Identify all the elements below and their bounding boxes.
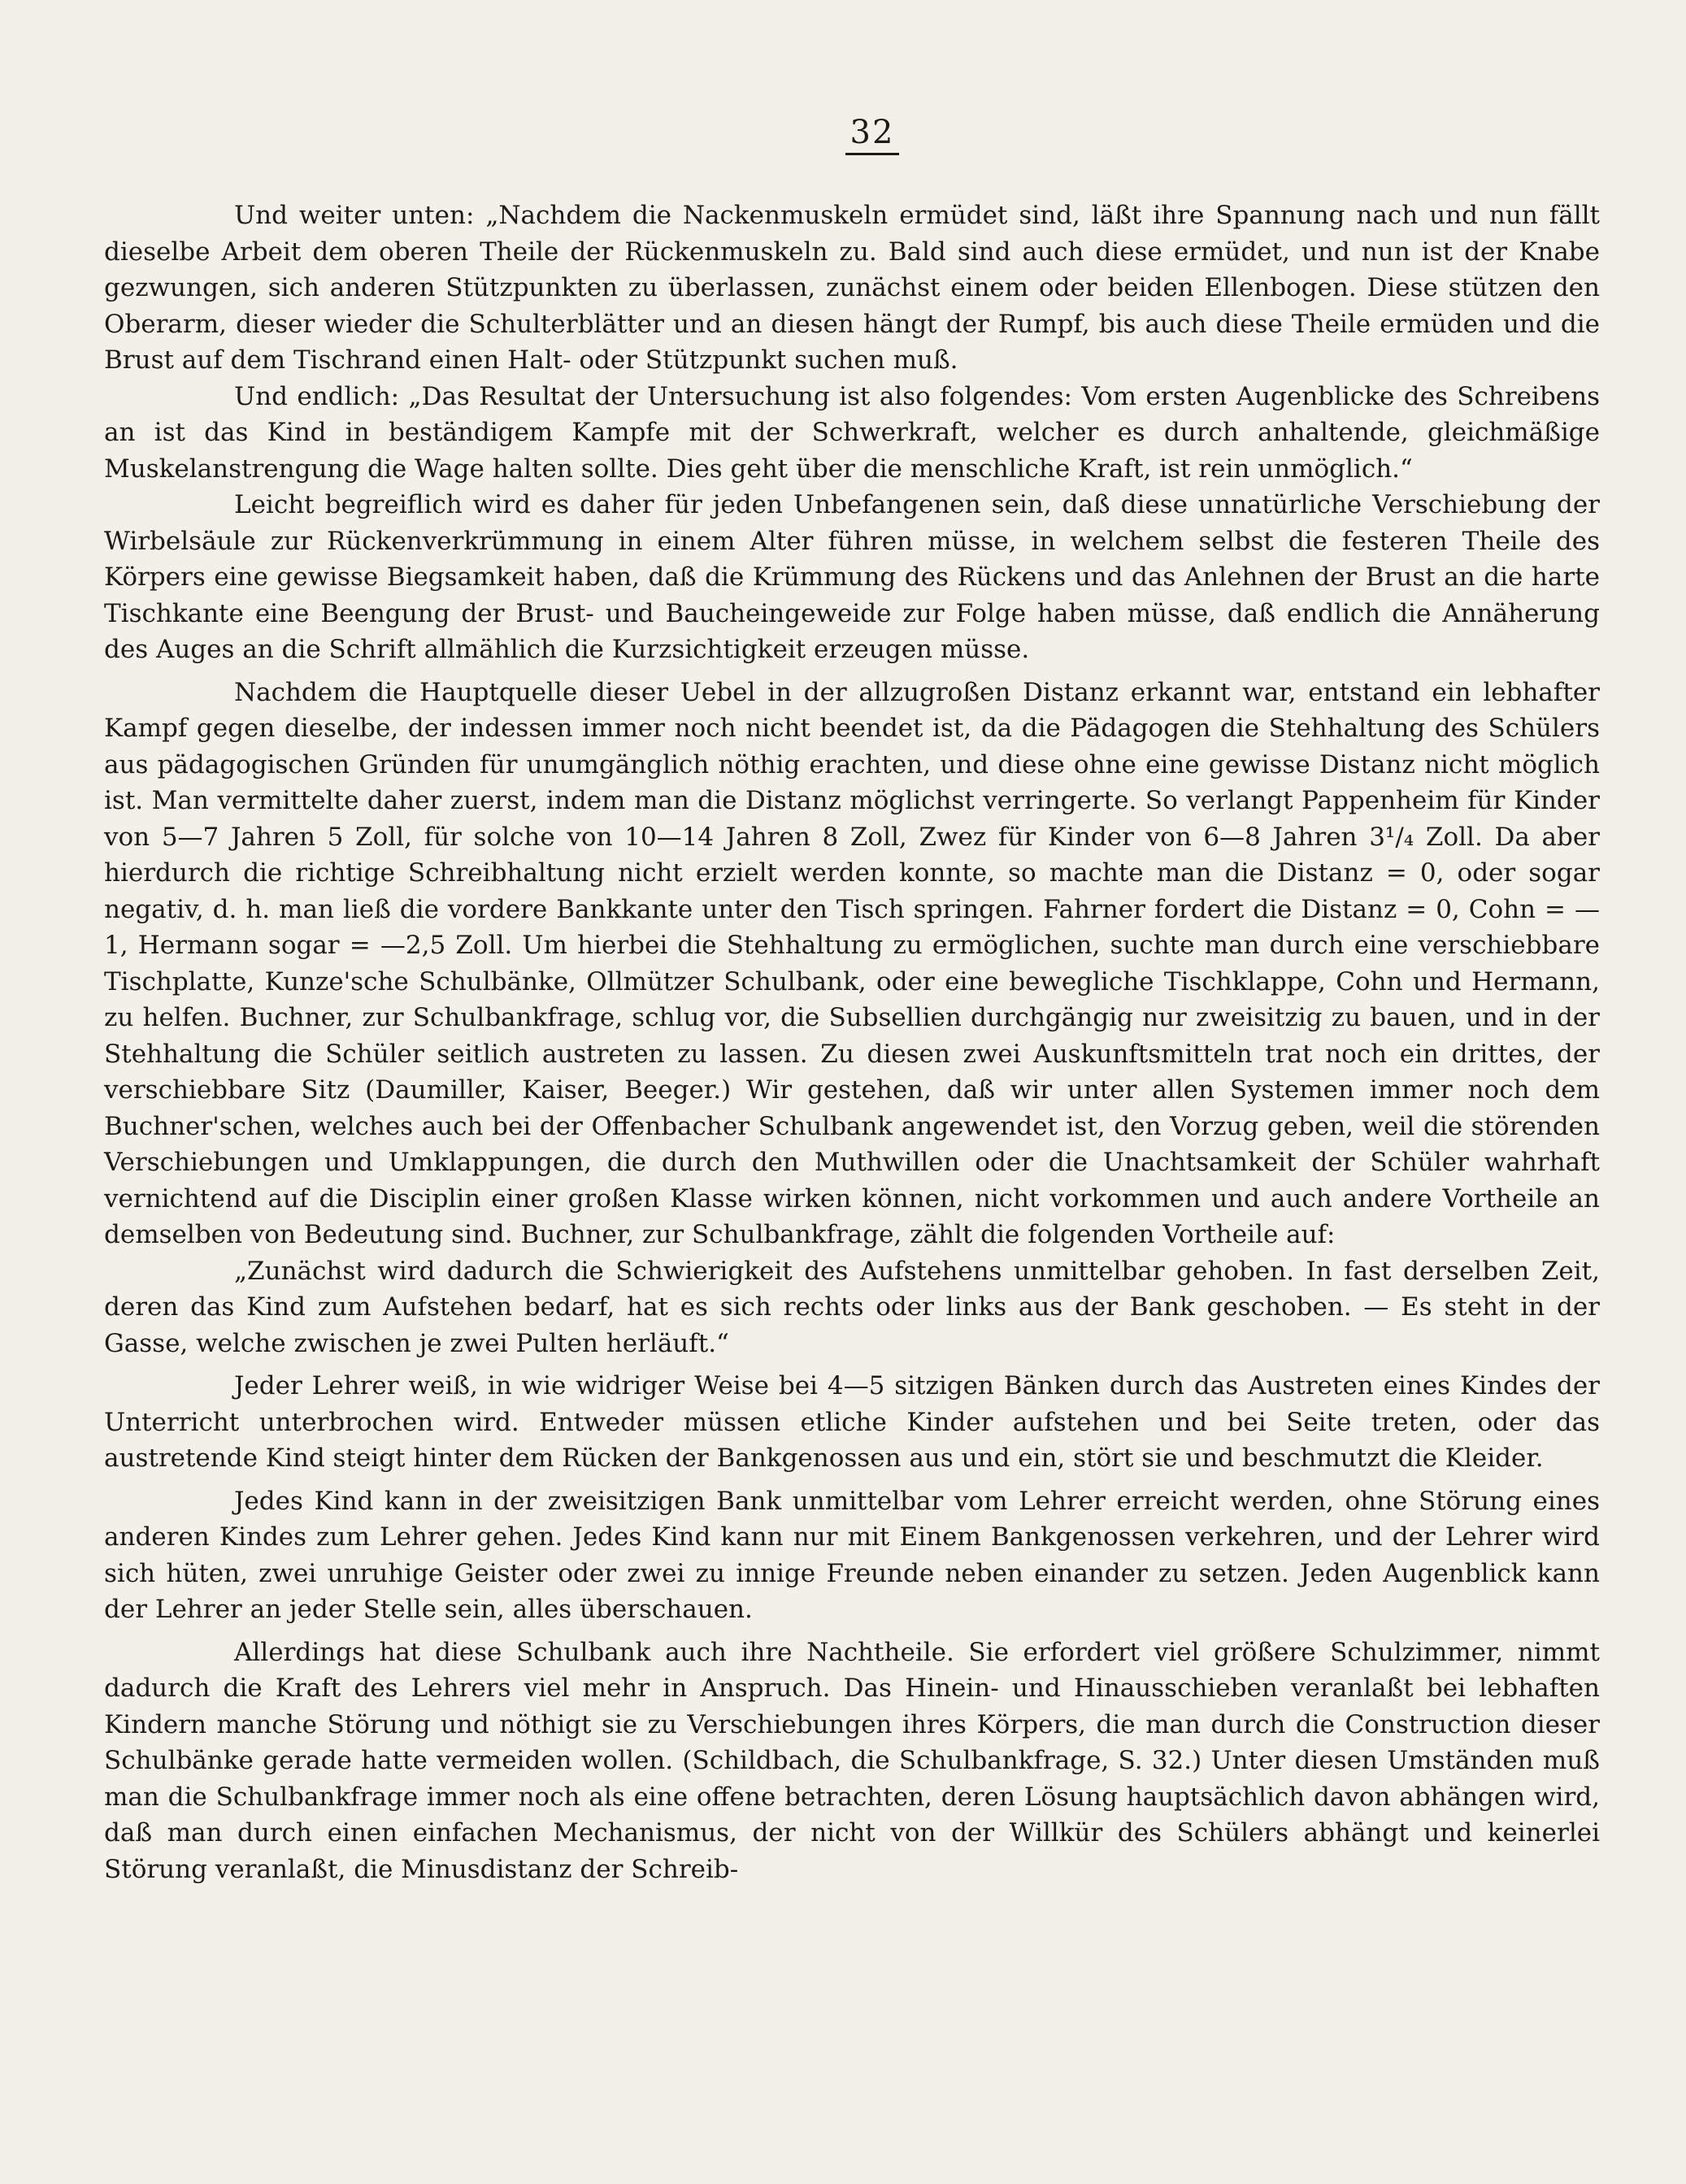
paragraph: Leicht begreiflich wird es daher für jeden Unbefangenen sein, daß diese unnatürliche Verschiebung der Wirbelsäule zur Rückenverkrümmung in einem Alter führen müsse, in welchem selbst die festeren Theile des Körpers eine gewisse Biegsamkeit haben, daß die Krümmung des Rückens und das Anlehnen der Brust an die harte Tischkante eine Beengung der Brust- und Baucheingeweide zur Folge haben müsse, daß endlich die Annäherung des Auges an die Schrift allmählich die Kurzsichtigkeit erzeugen müsse.: [104, 490, 1600, 664]
paragraph: Jedes Kind kann in der zweisitzigen Bank unmittelbar vom Lehrer erreicht werden, ohne Störung eines anderen Kindes zum Lehrer gehen. Jedes Kind kann nur mit Einem Bankgenossen verkehren, und der Lehrer wird sich hüten, zwei unruhige Geister oder zwei zu innige Freunde neben einander zu setzen. Jeden Augenblick kann der Lehrer an jeder Stelle sein, alles überschauen.: [104, 1486, 1600, 1624]
quote-paragraph: „Zunächst wird dadurch die Schwierigkeit des Aufstehens unmittelbar gehoben. In fast derselben Zeit, deren das Kind zum Aufstehen bedarf, hat es sich rechts oder links aus der Bank geschoben. — Es steht in der Gasse, welche zwischen je zwei Pulten herläuft.“: [104, 1256, 1600, 1358]
body-text: [104, 198, 1600, 1887]
paragraph: Und weiter unten: „Nachdem die Nackenmuskeln ermüdet sind, läßt ihre Spannung nach und nun fällt dieselbe Arbeit dem oberen Theile der Rückenmuskeln zu. Bald sind auch diese ermüdet, und nun ist der Knabe gezwungen, sich anderen Stützpunkten zu überlassen, zunächst einem oder beiden Ellenbogen. Diese stützen den Oberarm, dieser wieder die Schulterblätter und an diesen hängt der Rumpf, bis auch diese Theile ermüden und die Brust auf dem Tischrand einen Halt- oder Stützpunkt suchen muß.: [104, 201, 1600, 375]
paragraph: Und endlich: „Das Resultat der Untersuchung ist also folgendes: Vom ersten Augenblicke des Schreibens an ist das Kind in beständigem Kampfe mit der Schwerkraft, welcher es durch anhaltende, gleichmäßige Muskelanstrengung die Wage halten sollte. Dies geht über die menschliche Kraft, ist rein unmöglich.“: [104, 381, 1600, 484]
paragraph: Allerdings hat diese Schulbank auch ihre Nachtheile. Sie erfordert viel größere Schulzimmer, nimmt dadurch die Kraft des Lehrers viel mehr in Anspruch. Das Hinein- und Hinausschieben veranlaßt bei lebhaften Kindern manche Störung und nöthigt sie zu Verschiebungen ihres Körpers, die man durch die Construction dieser Schulbänke gerade hatte vermeiden wollen. (Schildbach, die Schulbankfrage, S. 32.) Unter diesen Umständen muß man die Schulbankfrage immer noch als eine offene betrachten, deren Lösung hauptsächlich davon abhängen wird, daß man durch einen einfachen Mechanismus, der nicht von der Willkür des Schülers abhängt und keinerlei Störung veranlaßt, die Minusdistanz der Schreib-: [104, 1637, 1600, 1884]
paragraph: Jeder Lehrer weiß, in wie widriger Weise bei 4—5 sitzigen Bänken durch das Austreten eines Kindes der Unterricht unterbrochen wird. Entweder müssen etliche Kinder aufstehen und bei Seite treten, oder das austretende Kind steigt hinter dem Rücken der Bankgenossen aus und ein, stört sie und beschmutzt die Kleider.: [104, 1371, 1600, 1473]
page-number: 32: [145, 114, 1600, 155]
paragraph: Nachdem die Hauptquelle dieser Uebel in der allzugroßen Distanz erkannt war, entstand ein lebhafter Kampf gegen dieselbe, der indessen immer noch nicht beendet ist, da die Pädagogen die Stehhaltung des Schülers aus pädagogischen Gründen für unumgänglich nöthig erachten, und diese ohne eine gewisse Distanz nicht möglich ist. Man vermittelte daher zuerst, indem man die Distanz möglichst verringerte. So verlangt Pappenheim für Kinder von 5—7 Jahren 5 Zoll, für solche von 10—14 Jahren 8 Zoll, Zwez für Kinder von 6—8 Jahren 3¹/₄ Zoll. Da aber hierdurch die richtige Schreibhaltung nicht erzielt werden konnte, so machte man die Distanz = 0, oder sogar negativ, d. h. man ließ die vordere Bankkante unter den Tisch springen. Fahrner fordert die Distanz = 0, Cohn = —1, Hermann sogar = —2,5 Zoll. Um hierbei die Stehhaltung zu ermöglichen, suchte man durch eine verschiebbare Tischplatte, Kunze'sche Schulbänke, Ollmützer Schulbank, oder eine bewegliche Tischklappe, Cohn und Hermann, zu helfen. Buchner, zur Schulbankfrage, schlug vor, die Subsellien durchgängig nur zweisitzig zu bauen, und in der Stehhaltung die Schüler seitlich austreten zu lassen. Zu diesen zwei Auskunftsmitteln trat noch ein drittes, der verschiebbare Sitz (Daumiller, Kaiser, Beeger.) Wir gestehen, daß wir unter allen Systemen immer noch dem Buchner'schen, welches auch bei der Offenbacher Schulbank angewendet ist, den Vorzug geben, weil die störenden Verschiebungen und Umklappungen, die durch den Muthwillen oder die Unachtsamkeit der Schüler wahrhaft vernichtend auf die Disciplin einer großen Klasse wirken können, nicht vorkommen und auch andere Vortheile an demselben von Bedeutung sind. Buchner, zur Schulbankfrage, zählt die folgenden Vortheile auf:: [104, 677, 1600, 1249]
